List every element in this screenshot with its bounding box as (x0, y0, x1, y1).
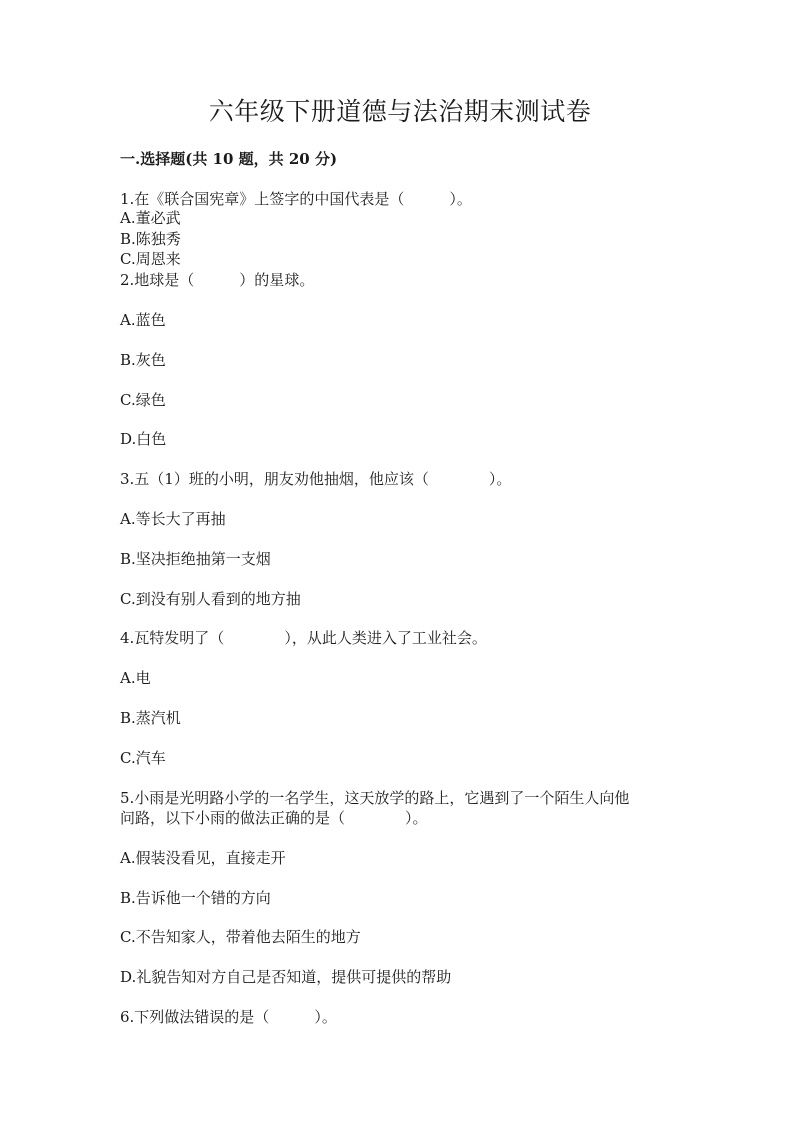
question-2-option-a: A.蓝色 (120, 311, 166, 329)
exam-title: 六年级下册道德与法治期末测试卷 (208, 97, 592, 126)
question-5-option-d: D.礼貌告知对方自己是否知道，提供可提供的帮助 (120, 968, 452, 986)
question-3-option-b: B.坚决拒绝抽第一支烟 (120, 550, 271, 568)
question-2-stem: 2.地球是（ ）的星球。 (120, 271, 315, 289)
question-1-option-c: C.周恩来 (120, 250, 181, 268)
question-3-option-a: A.等长大了再抽 (120, 510, 226, 528)
question-5-stem-line-1: 5.小雨是光明路小学的一名学生，这天放学的路上，它遇到了一个陌生人向他 (120, 789, 630, 807)
question-5-stem-line-2: 问路，以下小雨的做法正确的是（ ）。 (120, 809, 428, 827)
question-6-stem: 6.下列做法错误的是（ ）。 (120, 1008, 337, 1026)
question-3-stem: 3.五（1）班的小明，朋友劝他抽烟，他应该（ ）。 (120, 470, 512, 488)
question-2-option-b: B.灰色 (120, 351, 166, 369)
question-1-option-a: A.董必武 (120, 209, 181, 227)
question-2-option-c: C.绿色 (120, 391, 166, 409)
question-2-option-d: D.白色 (120, 430, 167, 448)
question-5-option-b: B.告诉他一个错的方向 (120, 889, 271, 907)
question-1-option-b: B.陈独秀 (120, 230, 181, 248)
question-5-option-c: C.不告知家人，带着他去陌生的地方 (120, 928, 361, 946)
question-3-option-c: C.到没有别人看到的地方抽 (120, 590, 301, 608)
section-heading: 一.选择题(共 10 题，共 20 分) (120, 150, 338, 168)
question-4-option-a: A.电 (120, 669, 151, 687)
question-4-option-b: B.蒸汽机 (120, 709, 181, 727)
question-1-stem: 1.在《联合国宪章》上签字的中国代表是（ ）。 (120, 190, 472, 208)
question-4-option-c: C.汽车 (120, 749, 166, 767)
question-5-option-a: A.假装没看见，直接走开 (120, 849, 286, 867)
question-4-stem: 4.瓦特发明了（ ），从此人类进入了工业社会。 (120, 629, 487, 647)
